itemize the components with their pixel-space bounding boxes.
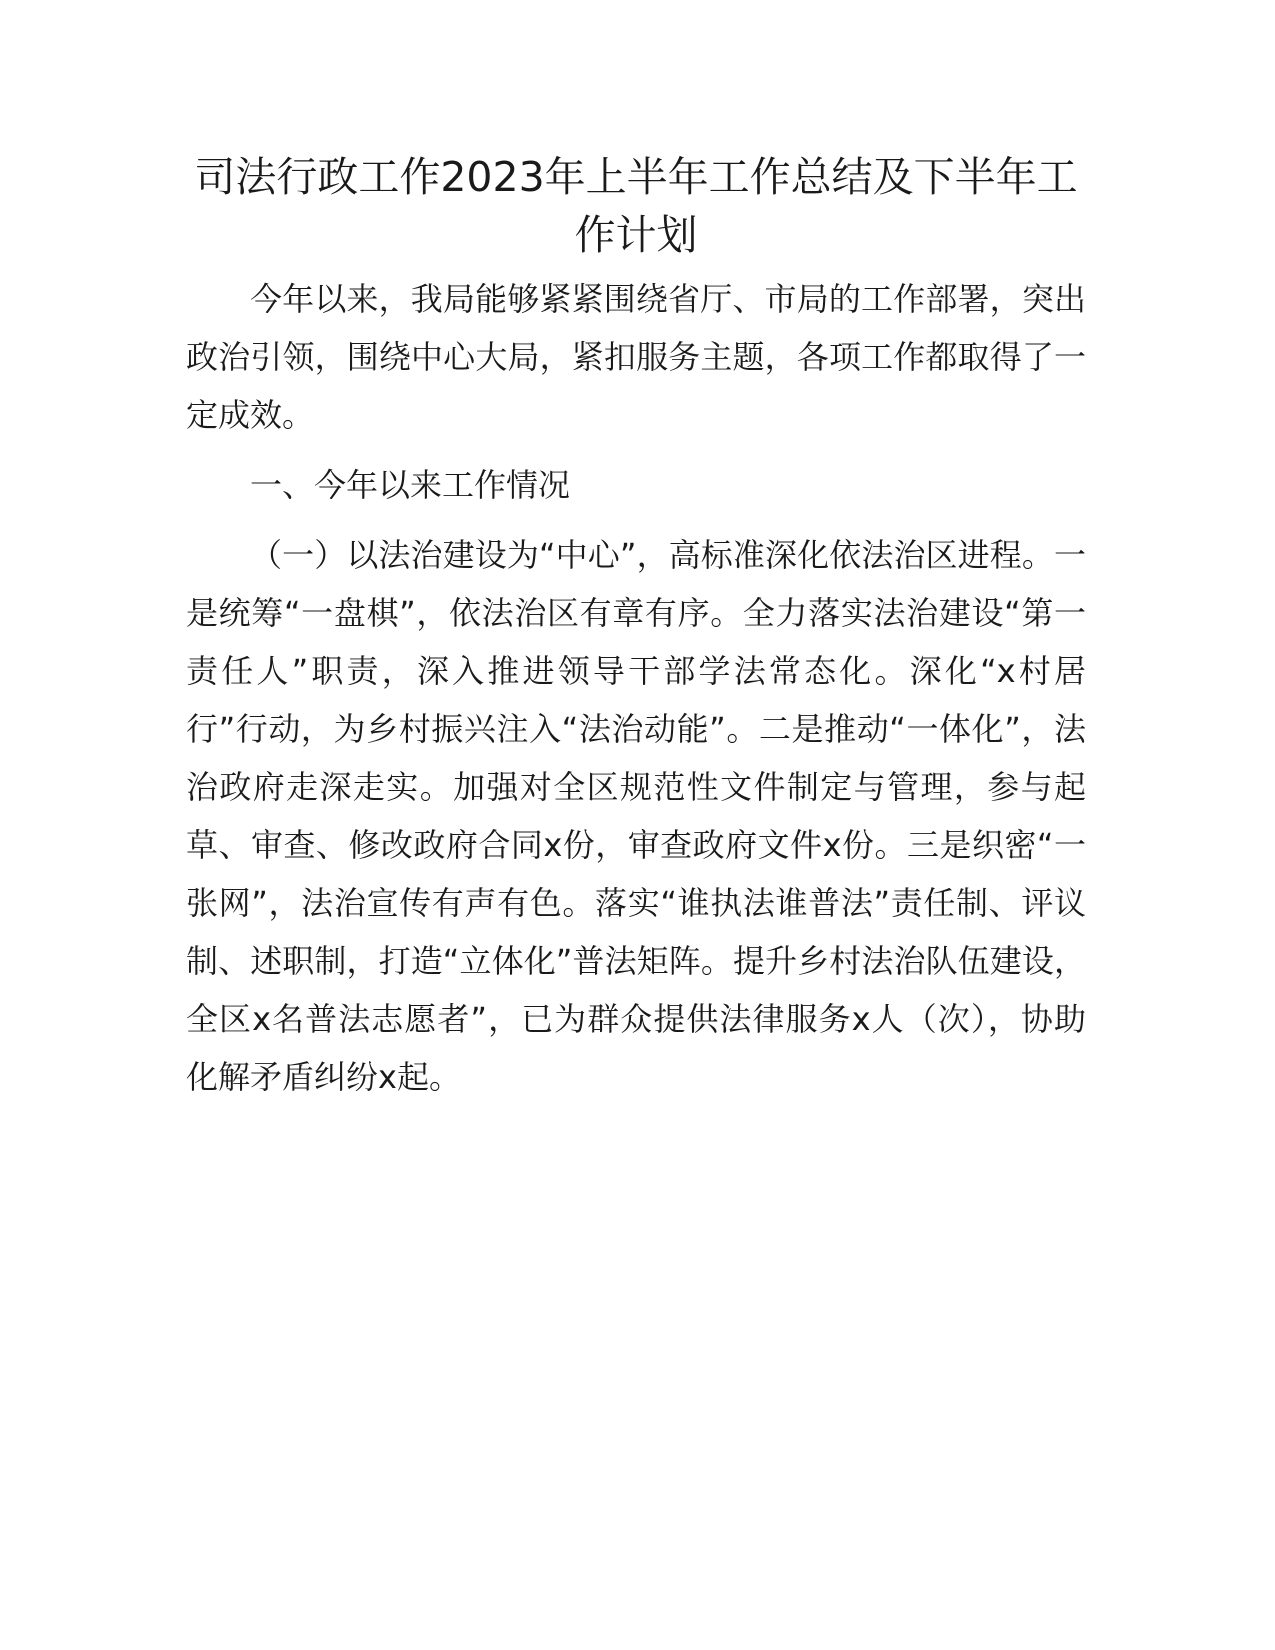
document-title: 司法行政工作2023年上半年工作总结及下半年工作计划 — [194, 153, 1078, 259]
intro-paragraph: 今年以来，我局能够紧紧围绕省厅、市局的工作部署，突出政治引领，围绕中心大局，紧扣服务主题，各项工作都取得了一定成效。 — [186, 280, 1086, 434]
section-heading: 一、今年以来工作情况 — [250, 466, 571, 504]
section-body-paragraph: （一）以法治建设为“中心”，高标准深化依法治区进程。一是统筹“一盘棋”，依法治区有章有序。全力落实法治建设“第一责任人”职责，深入推进领导干部学法常态化。深化“x村居行”行动，为乡村振兴注入“法治动能”。二是推动“一体化”，法治政府走深走实。加强对全区规范性文件制定与管理，参与起草、审查、修改政府合同x份，审查政府文件x份。三是织密“一张网”，法治宣传有声有色。落实“谁执法谁普法”责任制、评议制、述职制，打造“立体化”普法矩阵。提升乡村法治队伍建设，全区x名普法志愿者”，已为群众提供法律服务x人（次），协助化解矛盾纠纷x起。 — [186, 536, 1086, 1096]
document-content — [186, 148, 1086, 1106]
